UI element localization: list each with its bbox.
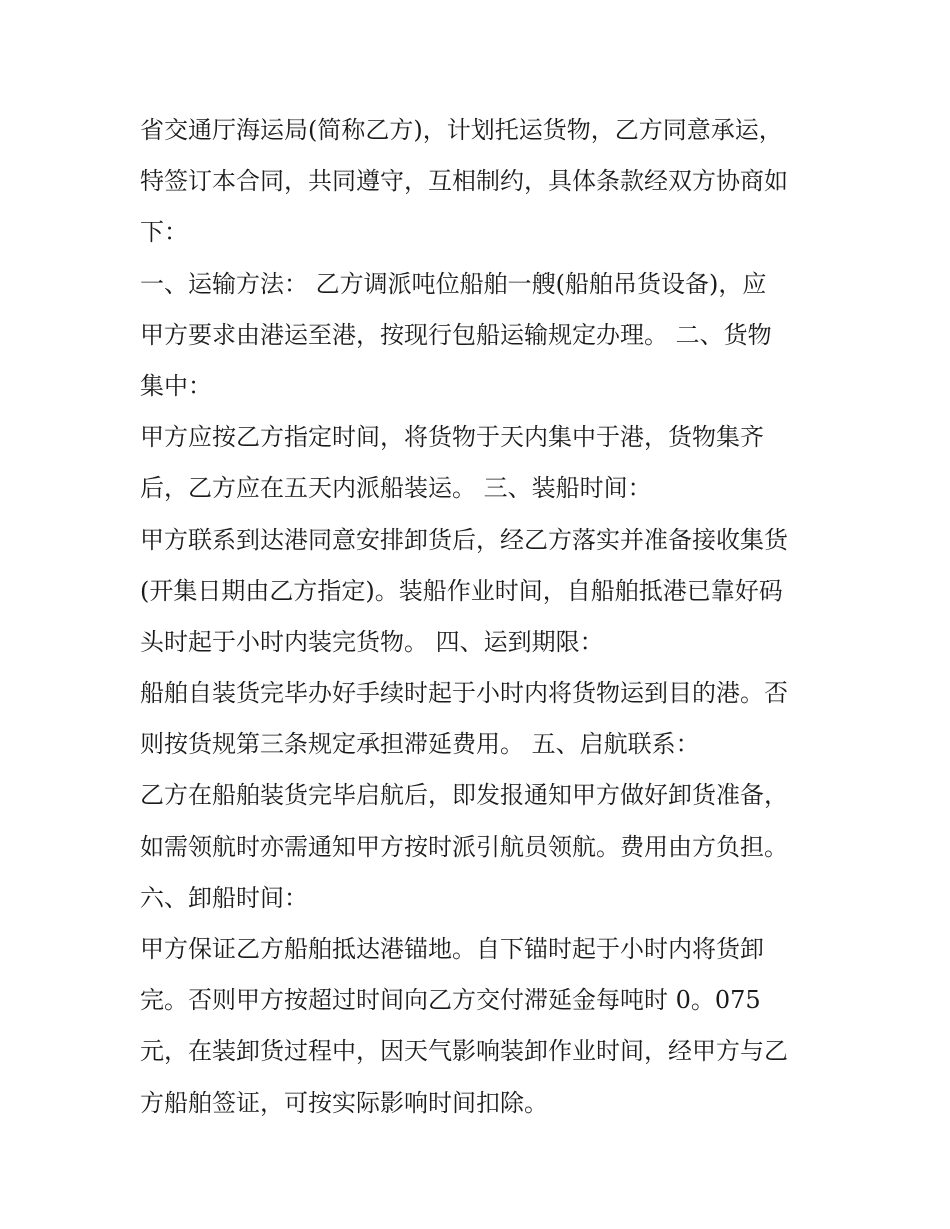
text-line: 甲方保证乙方船舶抵达港锚地。自下锚时起于小时内将货卸 (140, 935, 764, 963)
text-line: 甲方要求由港运至港，按现行包船运输规定办理。 二、货物 (140, 320, 772, 349)
text-line: 一、运输方法： 乙方调派吨位船舶一艘(船舶吊货设备)，应 (140, 269, 767, 298)
text-line: 方船舶签证，可按实际影响时间扣除。 (140, 1088, 548, 1117)
text-line: 下： (140, 218, 188, 247)
text-line: 则按货规第三条规定承担滞延费用。 五、启航联系： (140, 730, 700, 759)
text-line: 甲方联系到达港同意安排卸货后，经乙方落实并准备接收集货 (140, 525, 788, 554)
text-line: 乙方在船舶装货完毕启航后，即发报通知甲方做好卸货准备， (140, 781, 788, 810)
text-line: 后，乙方应在五天内派船装运。 三、装船时间： (140, 474, 652, 503)
text-line: (开集日期由乙方指定)。装船作业时间，自船舶抵港已靠好码 (140, 576, 783, 605)
text-line: 六、卸船时间： (140, 883, 308, 912)
text-line: 如需领航时亦需通知甲方按时派引航员领航。费用由方负担。 (140, 832, 788, 861)
text-line: 头时起于小时内装完货物。 四、运到期限： (140, 627, 604, 656)
text-line: 甲方应按乙方指定时间，将货物于天内集中于港，货物集齐 (140, 423, 764, 452)
text-line: 集中： (140, 371, 212, 400)
document-body (140, 105, 830, 1129)
text-line: 船舶自装货完毕办好手续时起于小时内将货物运到目的港。否 (140, 679, 788, 708)
text-line: 完。否则甲方按超过时间向乙方交付滞延金每吨时 0。075 (140, 986, 761, 1015)
text-line: 省交通厅海运局(简称乙方)，计划托运货物，乙方同意承运， (140, 116, 783, 144)
text-line: 元，在装卸货过程中，因天气影响装卸作业时间，经甲方与乙 (140, 1037, 788, 1066)
text-line: 特签订本合同，共同遵守，互相制约，具体条款经双方协商如 (140, 167, 788, 196)
